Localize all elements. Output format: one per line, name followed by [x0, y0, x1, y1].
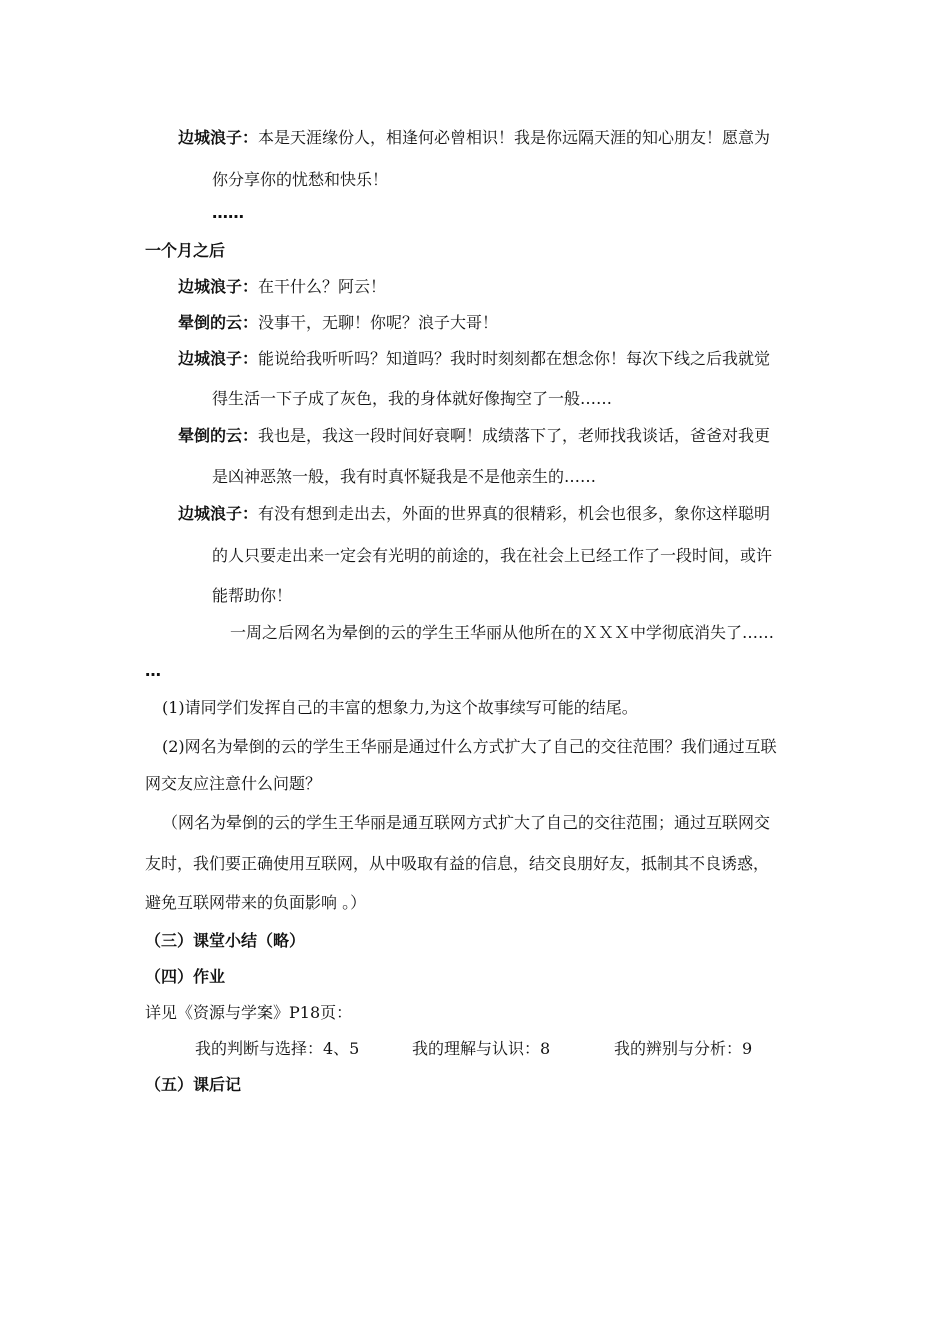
answer: （网名为晕倒的云的学生王华丽是通互联网方式扩大了自己的交往范围；通过互联网交 — [162, 813, 771, 832]
homework-reference: 详见《资源与学案》P18页： — [145, 1003, 353, 1022]
dialogue-continuation: 你分享你的忧愁和快乐！ — [212, 170, 389, 189]
homework-item: 我的辨别与分析：9 — [614, 1039, 753, 1058]
question-1: (1)请同学们发挥自己的丰富的想象力,为这个故事续写可能的结尾。 — [162, 698, 638, 717]
dialogue-text: 能说给我听听吗？知道吗？我时时刻刻都在想念你！每次下线之后我就觉 — [258, 349, 771, 368]
speaker-name: 边城浪子： — [178, 504, 259, 523]
answer-continuation: 友时，我们要正确使用互联网，从中吸取有益的信息，结交良朋好友，抵制其不良诱惑， — [145, 854, 770, 873]
speaker-name: 边城浪子： — [178, 277, 259, 296]
dialogue-line — [178, 312, 498, 334]
speaker-name: 晕倒的云： — [178, 426, 259, 445]
dialogue-line — [178, 276, 386, 298]
question-2-continuation: 网交友应注意什么问题？ — [145, 774, 322, 793]
dialogue-continuation: 得生活一下子成了灰色，我的身体就好像掏空了一般…… — [212, 389, 613, 408]
dialogue-line — [178, 127, 770, 149]
dialogue-text: 我也是，我这一段时间好衰啊！成绩落下了，老师找我谈话，爸爸对我更 — [258, 426, 771, 445]
dialogue-line — [178, 425, 770, 447]
speaker-name: 边城浪子： — [178, 128, 259, 147]
dialogue-text: 没事干，无聊！你呢？浪子大哥！ — [258, 313, 499, 332]
dialogue-text: 本是天涯缘份人，相逢何必曾相识！我是你远隔天涯的知心朋友！愿意为 — [258, 128, 771, 147]
answer-continuation: 避免互联网带来的负面影响 。） — [145, 893, 367, 912]
homework-item: 我的判断与选择：4、5 — [195, 1039, 360, 1058]
narration-continuation: … — [145, 661, 161, 680]
homework-item: 我的理解与认识：8 — [412, 1039, 551, 1058]
heading-homework: （四）作业 — [145, 967, 226, 986]
dialogue-text: 有没有想到走出去，外面的世界真的很精彩，机会也很多，象你这样聪明 — [258, 504, 771, 523]
heading-summary: （三）课堂小结（略） — [145, 931, 306, 950]
dialogue-continuation: 是凶神恶煞一般，我有时真怀疑我是不是他亲生的…… — [212, 467, 597, 486]
dialogue-text: 在干什么？阿云！ — [258, 277, 387, 296]
speaker-name: 晕倒的云： — [178, 313, 259, 332]
narration: 一周之后网名为晕倒的云的学生王华丽从他所在的ＸＸＸ中学彻底消失了…… — [230, 623, 775, 642]
speaker-name: 边城浪子： — [178, 349, 259, 368]
dialogue-line — [178, 503, 770, 525]
dialogue-continuation: 能帮助你！ — [212, 586, 293, 605]
question-2: (2)网名为晕倒的云的学生王华丽是通过什么方式扩大了自己的交往范围？我们通过互联 — [162, 737, 777, 756]
section-heading: 一个月之后 — [145, 241, 226, 260]
heading-postclass: （五）课后记 — [145, 1075, 242, 1094]
dialogue-continuation: 的人只要走出来一定会有光明的前途的，我在社会上已经工作了一段时间，或许 — [212, 546, 773, 565]
ellipsis: …… — [212, 203, 244, 222]
dialogue-line — [178, 348, 770, 370]
